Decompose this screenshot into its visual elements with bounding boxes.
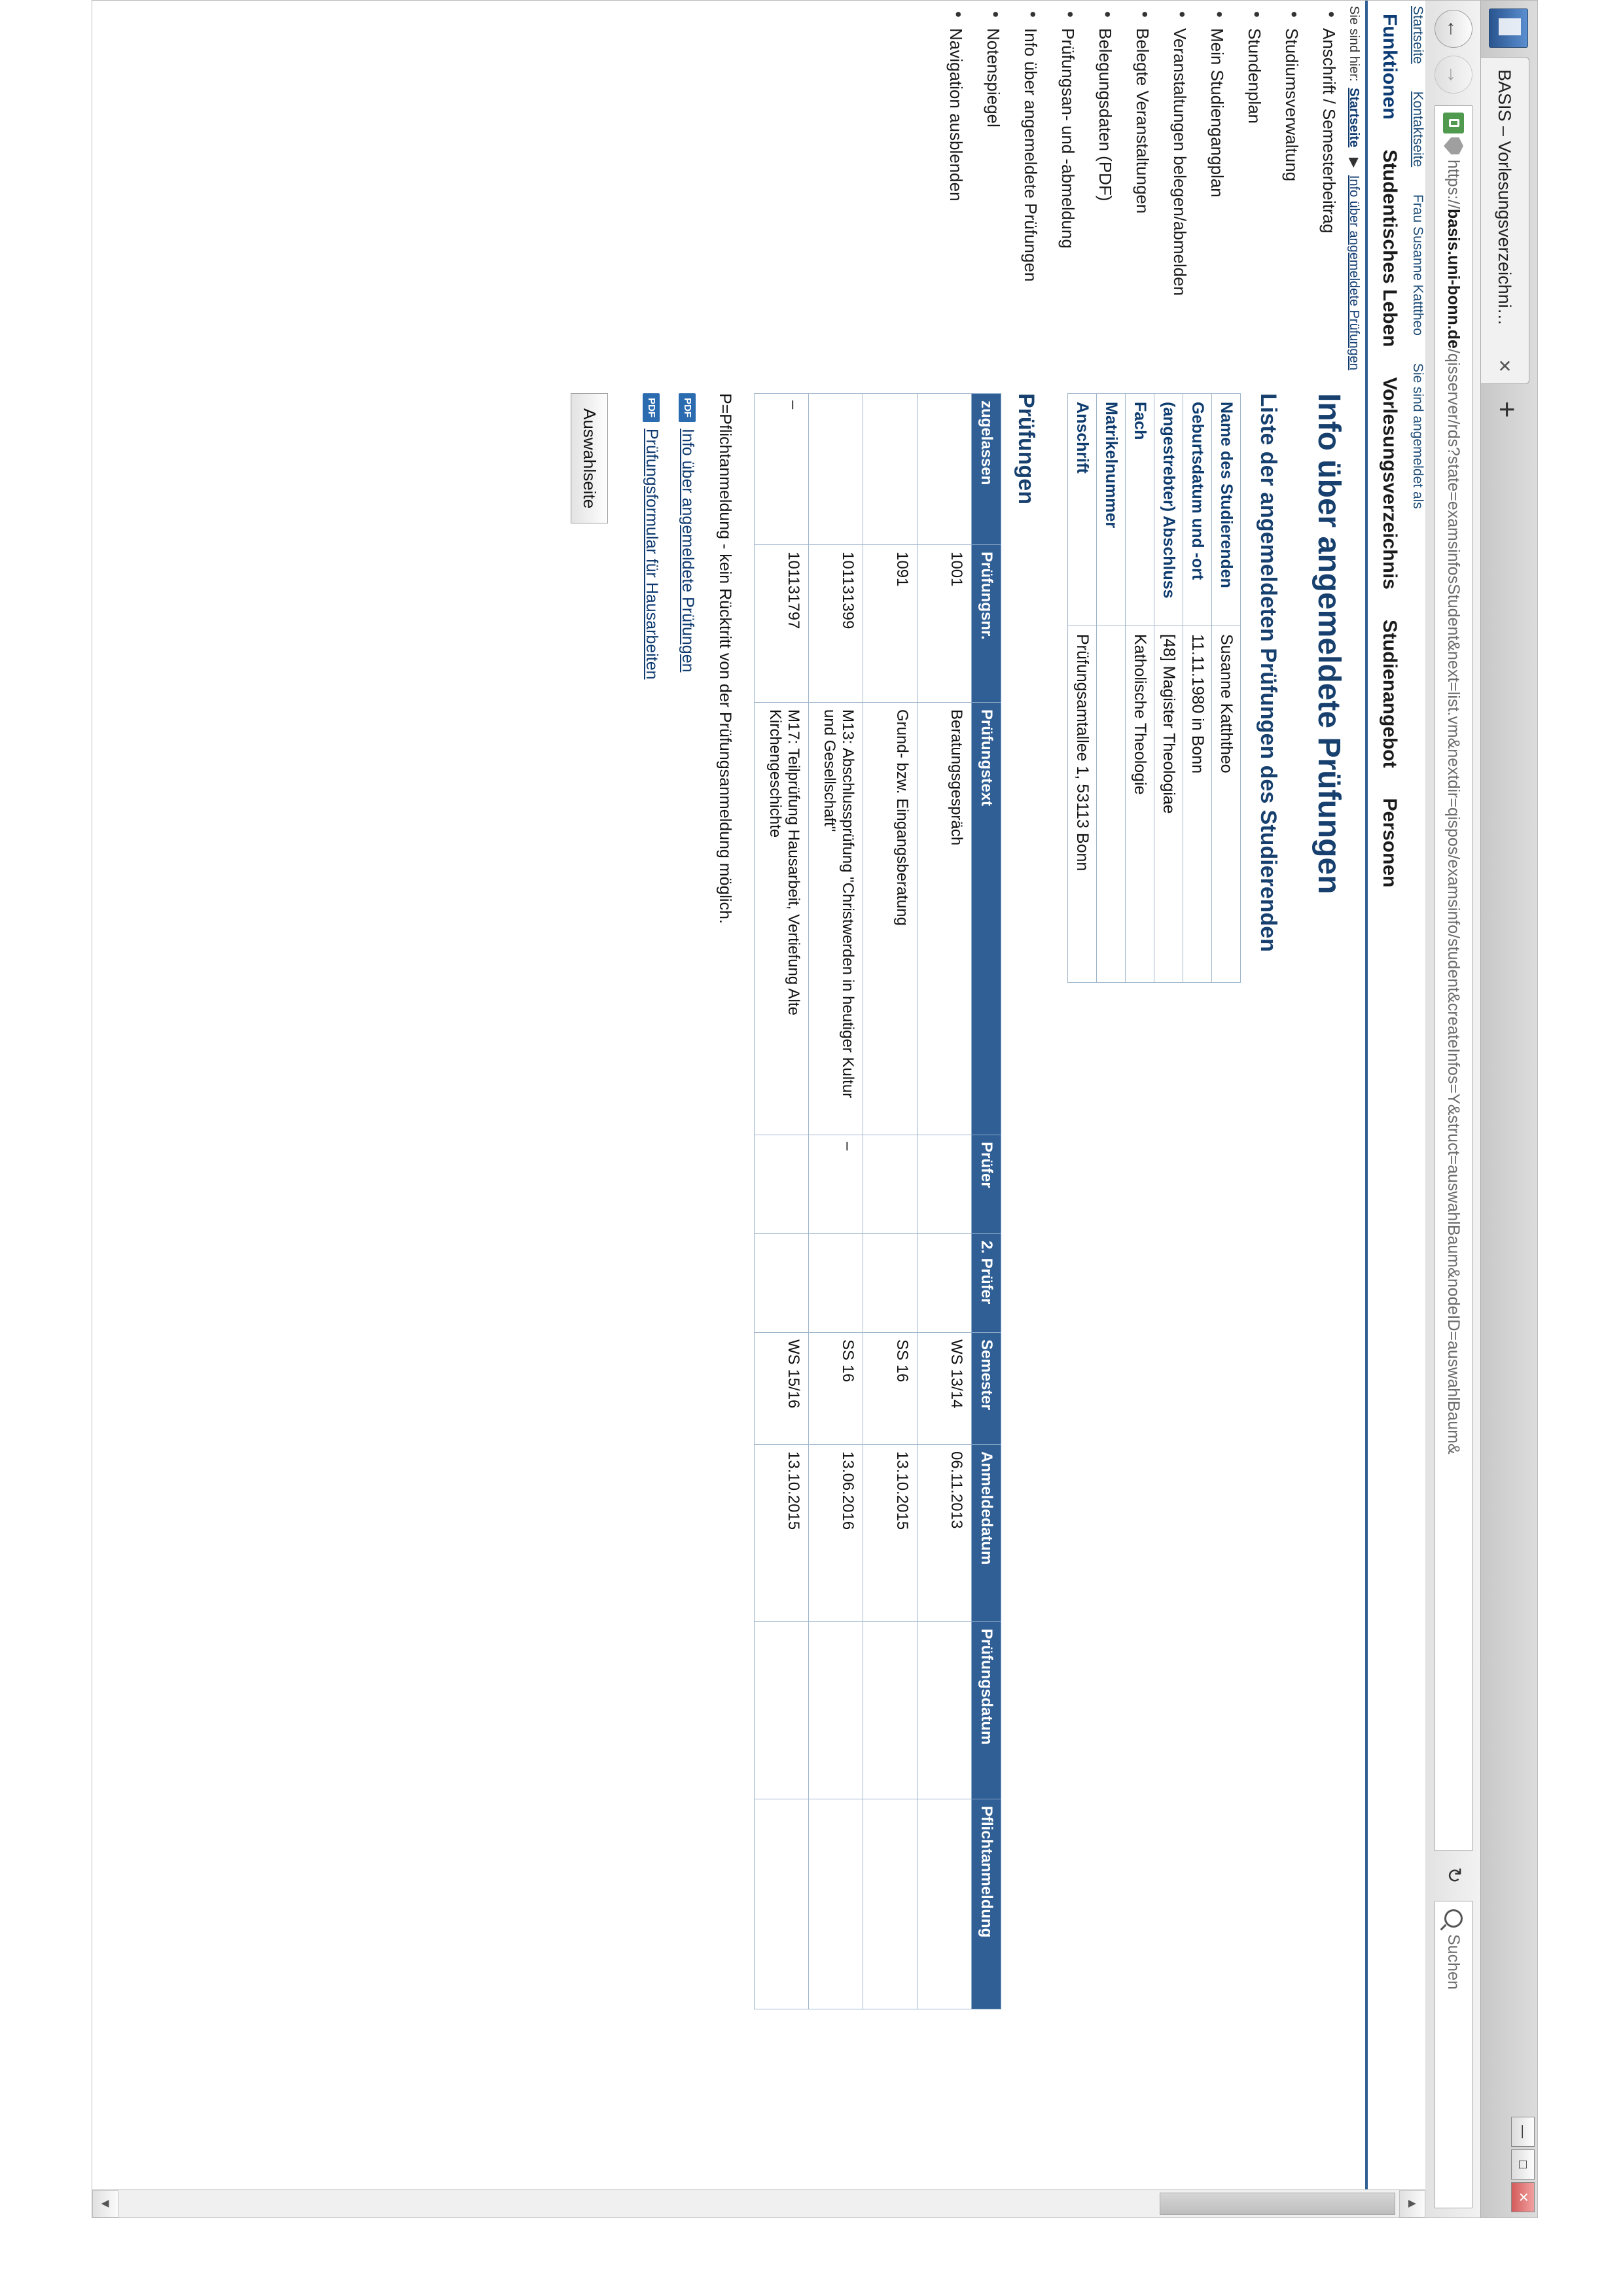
site-content: [92, 1, 1425, 2190]
exam-table-body: [755, 394, 972, 2009]
cell-semester: WS 15/16: [755, 1333, 809, 1445]
breadcrumb-current[interactable]: Info über angemeldete Prüfungen: [1347, 175, 1361, 370]
sidebar-list: [946, 6, 1339, 359]
back-arrow-icon[interactable]: ←: [1435, 10, 1472, 48]
sidebar-item-veranstaltungen-belegen[interactable]: [1169, 6, 1190, 359]
cell-anmeldedatum: 13.06.2016: [809, 1445, 863, 1622]
site-top-menu: [1406, 1, 1425, 2190]
sidebar-item-label: Anschrift / Semesterbeitrag: [1319, 28, 1339, 234]
table-row: [809, 394, 863, 2009]
student-info-label: Matrikelnummer: [1097, 394, 1126, 626]
top-menu-login-status: Sie sind angemeldet als: [1410, 362, 1425, 509]
top-menu-user: Frau Susanne Katttheo: [1410, 194, 1425, 336]
auswahlseite-button[interactable]: Auswahlseite: [571, 393, 608, 523]
col-header-pflichtanmeldung: Pflichtanmeldung: [972, 1799, 1001, 2009]
tab-funktionen[interactable]: Funktionen: [1379, 14, 1400, 120]
student-info-value: [48] Magister Theologiae: [1154, 626, 1183, 983]
breadcrumb-home[interactable]: Startseite: [1347, 88, 1361, 148]
student-info-label: Geburtsdatum und -ort: [1183, 394, 1212, 626]
cell-pruefer2: [809, 1234, 863, 1333]
table-row: [1212, 394, 1241, 983]
cell-pruefungsnr: 101131797: [755, 545, 809, 703]
browser-nav-bar: [1425, 1, 1480, 2217]
cell-anmeldedatum: 13.10.2015: [755, 1445, 809, 1622]
cell-pflichtanmeldung: [863, 1799, 918, 2009]
tab-studienangebot[interactable]: Studienangebot: [1379, 619, 1400, 768]
sidebar-item-studiumsverwaltung[interactable]: [1281, 6, 1302, 359]
cell-pruefer: [755, 1135, 809, 1234]
tab-studentisches-leben[interactable]: Studentisches Leben: [1379, 149, 1400, 347]
sidebar-item-anschrift-semesterbeitrag[interactable]: [1319, 6, 1339, 359]
cell-pruefer: –: [809, 1135, 863, 1234]
col-header-zweiter-pruefer: 2. Prüfer: [972, 1234, 1001, 1333]
sidebar-item-stundenplan[interactable]: [1244, 6, 1264, 359]
col-header-pruefungsnr: Prüfungsnr.: [972, 545, 1001, 703]
cell-semester: SS 16: [809, 1333, 863, 1445]
table-row: [755, 394, 809, 2009]
pflichtanmeldung-note: P=Pflichtanmeldung - kein Rücktritt von der Prüfungsanmeldung möglich.: [716, 393, 734, 924]
browser-tab[interactable]: [1481, 57, 1529, 384]
scroll-down-icon[interactable]: ▼: [92, 2190, 118, 2217]
col-header-pruefer: Prüfer: [972, 1135, 1001, 1234]
student-info-label: Anschrift: [1068, 394, 1097, 626]
student-info-table: [1067, 393, 1241, 983]
site-identity-icon[interactable]: [1443, 113, 1464, 133]
browser-window: [92, 0, 1538, 2218]
sidebar-item-label: Info über angemeldete Prüfungen: [1021, 28, 1041, 282]
forward-arrow-icon[interactable]: →: [1435, 56, 1472, 94]
page-viewport: [92, 1, 1425, 2217]
cell-pruefungsnr: 1001: [918, 545, 972, 703]
table-row: [1183, 394, 1212, 983]
sidebar-item-label: Studiumsverwaltung: [1282, 28, 1302, 182]
cell-anmeldedatum: 06.11.2013: [918, 1445, 972, 1622]
sidebar-item-info-angemeldete-pruefungen[interactable]: [1020, 6, 1041, 359]
sidebar-item-belegungsdaten-pdf[interactable]: [1095, 6, 1115, 359]
breadcrumb-separator: ▶: [1347, 157, 1361, 168]
sidebar-item-label: Stundenplan: [1245, 28, 1264, 124]
sidebar-item-label: Mein Studiengangplan: [1207, 28, 1227, 198]
page-scrollbar[interactable]: [92, 2189, 1425, 2217]
sidebar-item-label: Notenspiegel: [984, 28, 1003, 128]
search-placeholder: Suchen: [1444, 1934, 1463, 1990]
sidebar-item-label: Belegte Veranstaltungen: [1133, 28, 1152, 214]
page-title: Info über angemeldete Prüfungen: [1311, 393, 1346, 894]
firefox-app-icon: [1489, 9, 1528, 48]
cell-pruefungsdatum: [863, 1622, 918, 1799]
cell-pruefer2: [918, 1234, 972, 1333]
cell-zugelassen: –: [755, 394, 809, 545]
sidebar-item-pruefungsan-abmeldung[interactable]: [1058, 6, 1078, 359]
top-menu-item-startseite[interactable]: Startseite: [1410, 6, 1425, 64]
sidebar-item-label: Prüfungsan- und -abmeldung: [1058, 28, 1078, 249]
tab-vorlesungsverzeichnis[interactable]: Vorlesungsverzeichnis: [1379, 377, 1400, 590]
cell-semester: SS 16: [863, 1333, 918, 1445]
cell-pruefungstext: M13: Abschlussprüfung "Christwerden in heutiger Kultur und Gesellschaft": [809, 703, 863, 1135]
tab-personen[interactable]: Personen: [1379, 798, 1400, 888]
student-info-value: Susanne Katththeo: [1212, 626, 1241, 983]
table-row: [1068, 394, 1097, 983]
pdf-icon: PDF: [679, 393, 696, 422]
table-row: [863, 394, 918, 2009]
cell-pruefungstext: Beratungsgespräch: [918, 703, 972, 1135]
cell-pruefungstext: M17: Teilprüfung Hausarbeit, Vertiefung Alte Kirchengeschichte: [755, 703, 809, 1135]
top-menu-item-kontaktseite[interactable]: Kontaktseite: [1410, 91, 1425, 168]
sidebar-item-navigation-ausblenden[interactable]: [946, 6, 966, 359]
minimize-button[interactable]: —: [1511, 2117, 1535, 2147]
cell-pruefer: [918, 1135, 972, 1234]
url-bar[interactable]: [1435, 105, 1472, 1851]
student-info-value: Katholische Theologie: [1126, 626, 1154, 983]
cell-pruefer2: [863, 1234, 918, 1333]
col-header-zugelassen: zugelassen: [972, 394, 1001, 545]
exam-table-head: [972, 394, 1001, 2009]
sidebar-item-belegte-veranstaltungen[interactable]: [1132, 6, 1152, 359]
cell-pruefungsdatum: [918, 1622, 972, 1799]
cell-pruefer2: [755, 1234, 809, 1333]
pdf-icon: PDF: [643, 393, 660, 422]
col-header-pruefungstext: Prüfungstext: [972, 703, 1001, 1135]
sidebar: [929, 6, 1339, 359]
student-info-value: Prüfungsamtallee 1, 53113 Bonn: [1068, 626, 1097, 983]
cell-zugelassen: [863, 394, 918, 545]
breadcrumb-lead: Sie sind hier:: [1347, 6, 1361, 82]
scrollbar-thumb[interactable]: [1160, 2193, 1395, 2215]
cell-zugelassen: [918, 394, 972, 545]
col-header-semester: Semester: [972, 1333, 1001, 1445]
sidebar-item-label: Veranstaltungen belegen/abmelden: [1170, 28, 1190, 296]
search-bar[interactable]: [1435, 1901, 1472, 2208]
student-info-label: (angestrebter) Abschluss: [1154, 394, 1183, 626]
cell-semester: WS 13/14: [918, 1333, 972, 1445]
cell-pruefungsnr: 101131399: [809, 545, 863, 703]
browser-tab-strip: [1480, 1, 1537, 2217]
main-content: [571, 393, 1347, 2177]
student-info-value: [1097, 626, 1126, 983]
browser-tab-title: BASIS – Vorlesungsverzeichni…: [1495, 69, 1514, 326]
cell-pflichtanmeldung: [918, 1799, 972, 2009]
pdf-link-info-pruefungen[interactable]: [678, 393, 697, 2177]
cell-pflichtanmeldung: [809, 1799, 863, 2009]
pdf-link-label[interactable]: Prüfungsformular für Hausarbeiten: [643, 429, 661, 680]
table-row: [1126, 394, 1154, 983]
cell-pruefungsdatum: [809, 1622, 863, 1799]
reload-icon[interactable]: ↻: [1443, 1867, 1465, 1884]
scroll-up-icon[interactable]: ▲: [1399, 2190, 1425, 2217]
col-header-pruefungsdatum: Prüfungsdatum: [972, 1622, 1001, 1799]
cell-anmeldedatum: 13.10.2015: [863, 1445, 918, 1622]
cell-pruefungsnr: 1091: [863, 545, 918, 703]
student-section-title: Liste der angemeldeten Prüfungen des Studierenden: [1256, 393, 1281, 952]
close-icon[interactable]: ✕: [1495, 359, 1514, 373]
sidebar-item-label: Belegungsdaten (PDF): [1096, 28, 1115, 202]
exam-table: [754, 393, 1001, 2009]
cell-pruefer: [863, 1135, 918, 1234]
maximize-button[interactable]: □: [1511, 2149, 1535, 2180]
sidebar-item-notenspiegel[interactable]: [983, 6, 1003, 359]
cell-zugelassen: [809, 394, 863, 545]
shield-icon: [1444, 137, 1463, 154]
table-row: [918, 394, 972, 2009]
table-header-row: [972, 394, 1001, 2009]
cell-pruefungstext: Grund- bzw. Eingangsberatung: [863, 703, 918, 1135]
pdf-link-pruefungsformular[interactable]: [642, 393, 661, 2177]
new-tab-button[interactable]: +: [1491, 401, 1523, 418]
table-row: [1154, 394, 1183, 983]
url-host: basis.uni-bonn.de: [1444, 209, 1463, 349]
student-info-value: 11.11.1980 in Bonn: [1183, 626, 1212, 983]
exams-section-title: Prüfungen: [1014, 393, 1039, 504]
col-header-anmeldedatum: Anmeldedatum: [972, 1445, 1001, 1622]
pdf-link-label[interactable]: Info über angemeldete Prüfungen: [679, 429, 697, 673]
sidebar-item-label: Navigation ausblenden: [946, 28, 966, 202]
close-window-button[interactable]: ✕: [1511, 2182, 1535, 2212]
cell-pflichtanmeldung: [755, 1799, 809, 2009]
table-row: [1097, 394, 1126, 983]
search-icon: [1444, 1909, 1463, 1928]
window-controls: [1511, 2117, 1535, 2212]
breadcrumb: [1346, 6, 1363, 370]
site-nav-tabs: [1365, 1, 1408, 2190]
student-info-label: Name des Studierenden: [1212, 394, 1241, 626]
student-info-label: Fach: [1126, 394, 1154, 626]
cell-pruefungsdatum: [755, 1622, 809, 1799]
sidebar-item-mein-studiengangplan[interactable]: [1207, 6, 1227, 359]
url-text: https://basis.uni-bonn.de/qisserver/rds?state=examsinfosStudent&next=list.vm&nextdir=qispos/examsinfo/student&createInfos=Y&struct=auswahlBaum&nodeID=auswahlBaum&: [1444, 160, 1463, 1455]
